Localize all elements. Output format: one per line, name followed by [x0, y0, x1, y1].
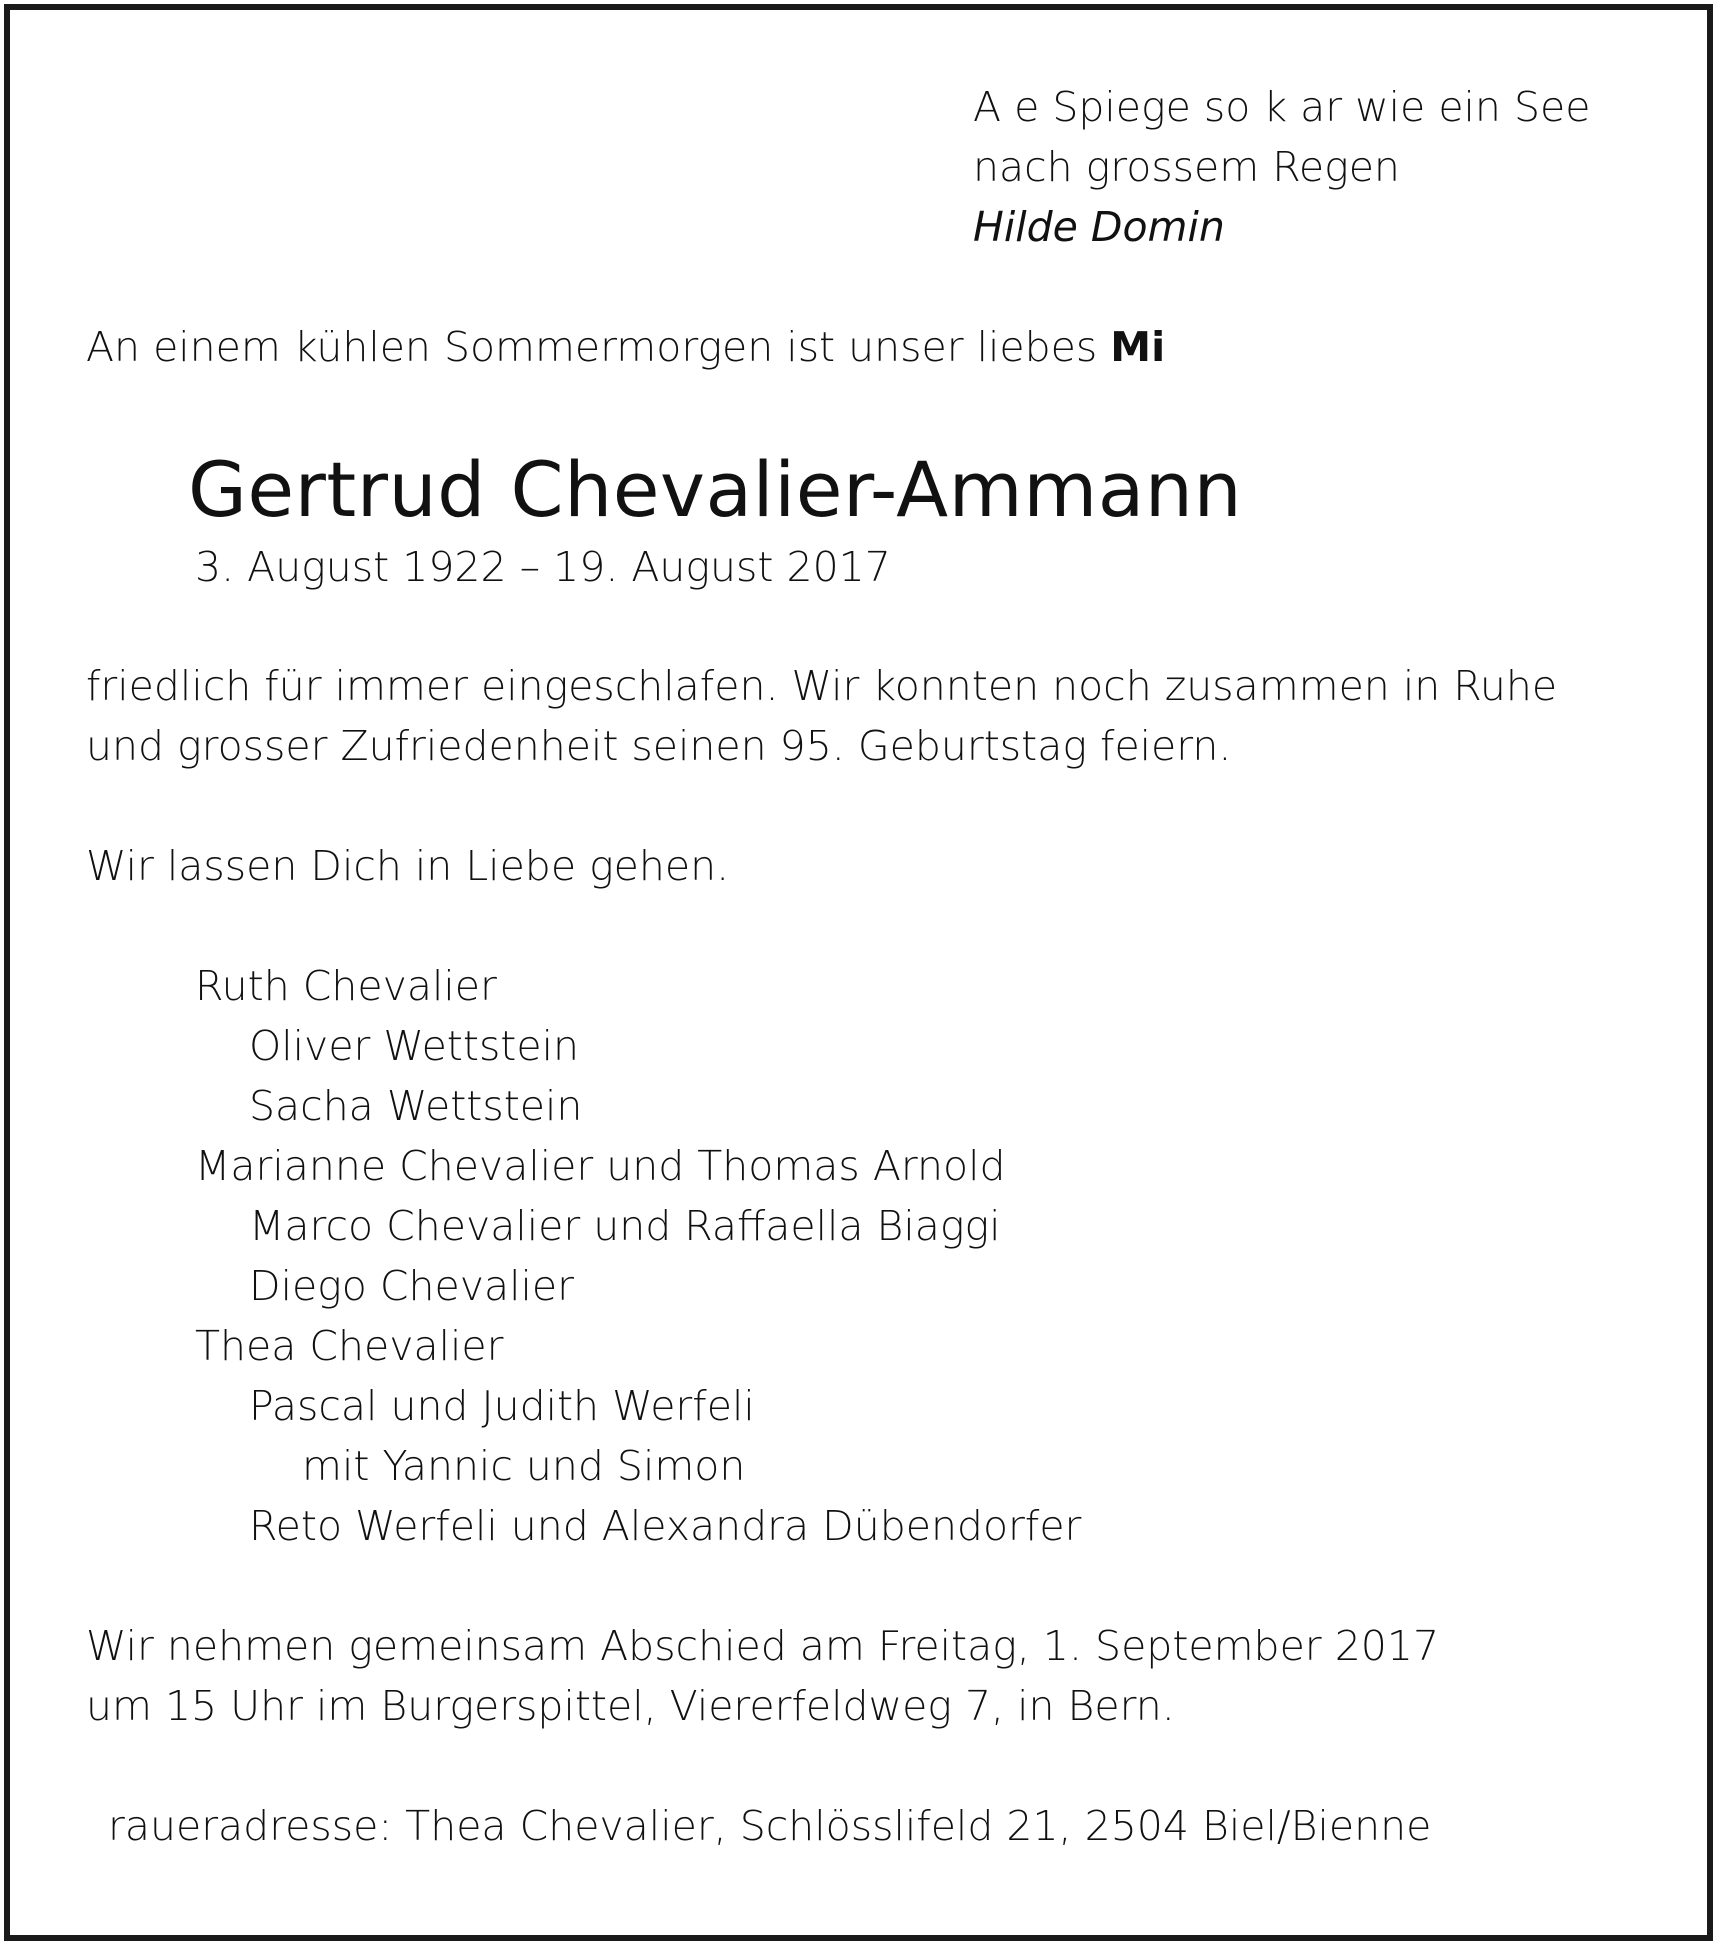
mourning-address: raueradresse: Thea Chevalier, Schlösslifeld 21, 2504 Biel/Bienne [108, 1802, 1432, 1850]
mourner-name: Reto Werfeli und Alexandra Dübendorfer [249, 1502, 1082, 1550]
service-line-2: um 15 Uhr im Burgerspittel, Viererfeldweg 7, in Bern. [86, 1682, 1175, 1730]
paragraph-line-1: friedlich für immer eingeschlafen. Wir konnten noch zusammen in Ruhe [86, 662, 1558, 710]
motto-line-2: nach grossem Regen [973, 143, 1400, 191]
paragraph-line-2: und grosser Zufriedenheit seinen 95. Geburtstag feiern. [86, 722, 1232, 770]
mourner-name: Pascal und Judith Werfeli [249, 1382, 755, 1430]
mourner-name: Thea Chevalier [195, 1322, 504, 1370]
intro-bold-text: Mi [1110, 323, 1166, 371]
mourner-name: Diego Chevalier [249, 1262, 574, 1310]
farewell-line: Wir lassen Dich in Liebe gehen. [86, 842, 730, 890]
intro-line [86, 317, 1165, 377]
motto-author: Hilde Domin [973, 203, 1225, 251]
deceased-name: Gertrud Chevalier-Ammann [188, 445, 1243, 534]
mourner-name: Oliver Wettstein [249, 1022, 579, 1070]
deceased-dates: 3. August 1922 – 19. August 2017 [195, 543, 891, 591]
mourner-name: Sacha Wettstein [249, 1082, 583, 1130]
mourner-name: Ruth Chevalier [195, 962, 497, 1010]
service-line-1: Wir nehmen gemeinsam Abschied am Freitag, 1. September 2017 [86, 1622, 1440, 1670]
motto-line-1: A e Spiege so k ar wie ein See [973, 83, 1591, 131]
mourner-name: mit Yannic und Simon [302, 1442, 746, 1490]
mourner-name: Marco Chevalier und Raffaella Biaggi [249, 1202, 1001, 1250]
mourner-name: Marianne Chevalier und Thomas Arnold [195, 1142, 1006, 1190]
intro-text: An einem kühlen Sommermorgen ist unser liebes [86, 323, 1111, 371]
